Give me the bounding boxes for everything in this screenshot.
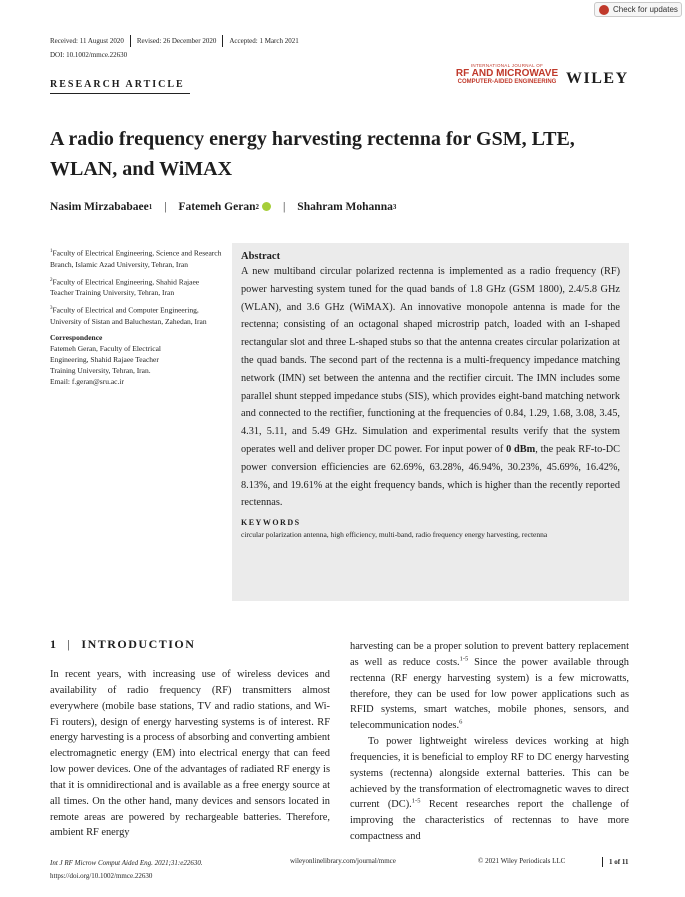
check-for-updates-button[interactable] (594, 2, 682, 17)
journal-logo (455, 64, 559, 86)
citation-ref[interactable]: 6 (459, 718, 463, 726)
accepted-date: Accepted: 1 March 2021 (229, 37, 299, 45)
publisher-logo: WILEY (566, 70, 629, 87)
citation-ref[interactable]: 1-5 (459, 655, 469, 663)
affiliation-text: Faculty of Electrical and Computer Engineering, University of Sistan and Baluchestan, Zahedan, Iran (50, 305, 207, 326)
affiliation-marker: 2 (50, 277, 53, 283)
keywords-heading: KEYWORDS (241, 518, 301, 528)
page-number (602, 857, 628, 867)
correspondence-line: Fatemeh Geran, Faculty of Electrical (50, 343, 161, 353)
affiliation-item (50, 246, 222, 270)
abstract-bold-value: 0 dBm (506, 443, 536, 455)
received-date: Received: 11 August 2020 (50, 37, 124, 45)
update-icon (599, 5, 609, 15)
affiliation-text: Faculty of Electrical Engineering, Science and Research Branch, Islamic Azad University, Tehran, Iran (50, 248, 222, 269)
paragraph-text: To power lightweight wireless devices working at high frequencies, it is beneficial to employ RF to DC energy harvesting systems (rectenna) alongside external batteries. This can be achieved by the transformation of electromagnetic waves to direct current (DC). (350, 736, 629, 811)
divider (222, 35, 223, 47)
section-number: 1 (50, 637, 58, 651)
paragraph (350, 639, 629, 734)
revised-date: Revised: 26 December 2020 (136, 37, 217, 45)
section-title: INTRODUCTION (81, 637, 196, 651)
page-number-text: 1 of 11 (609, 858, 629, 866)
author-name[interactable]: Nasim Mirzababaee (50, 201, 149, 213)
divider (50, 93, 190, 94)
divider (130, 35, 131, 47)
author-separator: | (164, 201, 167, 213)
article-type: RESEARCH ARTICLE (50, 79, 185, 90)
doi: DOI: 10.1002/mmce.22630 (50, 51, 128, 59)
divider (602, 857, 603, 867)
footer-copyright: © 2021 Wiley Periodicals LLC (478, 857, 566, 865)
correspondence-line: Training University, Tehran, Iran. (50, 365, 151, 375)
body-column-right (350, 639, 629, 845)
section-heading (50, 637, 195, 652)
publication-dates (50, 35, 299, 47)
affiliation-marker: 2 (255, 203, 259, 211)
paragraph-text: harvesting can be a proper solution to prevent battery replacement as well as reduce costs. (350, 641, 629, 668)
journal-logo-line: COMPUTER-AIDED ENGINEERING (457, 79, 557, 86)
affiliation-marker: 1 (50, 249, 53, 254)
paper-title: A radio frequency energy harvesting rectenna for GSM, LTE, WLAN, and WiMAX (50, 128, 575, 180)
paragraph-text: Recent researches report the challenge of improving the characteristics of rectennas to have more compactness and (350, 799, 629, 843)
orcid-icon[interactable] (262, 202, 271, 211)
check-for-updates-label: Check for updates (613, 5, 678, 14)
section-separator: | (67, 637, 72, 651)
abstract-text-part: A new multiband circular polarized rectenna is implemented as a radio frequency (RF) power harvesting system tuned for the quad bands of 1.8 GHz (GSM 1800), 2.4/5.8 GHz (WLAN), and 3.6 GHz (WiMAX). An innovative monopole antenna is made for the rectenna; consisting of an octagonal shaped microstrip patch, loaded with an I-shaped rectangular slot and three L-shaped stubs so that the antenna creates circular polarization at the quad bands. The second part of the rectenna is a multi-frequency impedance matching network (IMN) set between the antenna and the rectifier circuit. The IMN includes some parallel shunt stepped impedance stubs (SIS), which provides eight-band matching network and connected to the rectifier, functioning at the frequencies of 0.84, 1.29, 1.68, 3.08, 3.45, 4.31, 5.11, and 5.49 GHz. Simulation and experimental results verify that the system operates well and deliver proper DC power. For input power of (241, 266, 620, 455)
paragraph: In recent years, with increasing use of wireless devices and availability of radio frequency (RF) transmitters almost everywhere (mobile base stations, TV and radio stations, and Wi-Fi routers), design of energy harvesting systems is of interest. RF energy harvesting is a process of absorbing and converting ambient electromagnetic energy (EM) into electrical energy that can feed low power devices. One of the advantages of radiated RF energy is that it is omnidirectional and is available as a free energy source at all times. On the other hand, many devices and sensors located in remote areas are powered by rechargeable batteries. Therefore, ambient RF energy (50, 669, 330, 839)
author-name[interactable]: Fatemeh Geran (178, 201, 256, 213)
correspondence-heading: Correspondence (50, 332, 103, 342)
author-name[interactable]: Shahram Mohanna (297, 201, 393, 213)
paragraph (350, 734, 629, 845)
abstract-box (232, 243, 629, 601)
affiliation-item (50, 275, 222, 299)
affiliation-marker: 3 (50, 306, 53, 311)
body-column-left (50, 667, 330, 841)
journal-logo-line: RF AND MICROWAVE (455, 67, 559, 79)
citation-ref[interactable]: 1-5 (411, 797, 421, 805)
footer-website-link[interactable]: wileyonlinelibrary.com/journal/mmce (290, 857, 396, 865)
journal-logo-line: INTERNATIONAL JOURNAL OF (470, 63, 544, 68)
correspondence-email[interactable]: Email: f.geran@sru.ac.ir (50, 376, 124, 386)
affiliation-text: Faculty of Electrical Engineering, Shahid Rajaee Teacher Training University, Tehran, Iran (50, 277, 200, 297)
affiliation-marker: 3 (392, 203, 397, 211)
keywords-text: circular polarization antenna, high efficiency, multi-band, radio frequency energy harvesting, rectenna (241, 530, 548, 540)
footer-doi-link[interactable]: https://doi.org/10.1002/mmce.22630 (50, 872, 153, 880)
correspondence-line: Engineering, Shahid Rajaee Teacher (50, 354, 159, 364)
paragraph-text: Since the power available through rectenna (RF energy harvesting system) is a few microwatts, therefore, they can be used for low power applications such as RFID systems, smart watches, mobile phones, sensors, and telecommunication nodes. (350, 656, 629, 732)
affiliations (50, 246, 222, 387)
affiliation-item (50, 303, 222, 327)
abstract-text-part: , the peak RF-to-DC power conversion efficiencies are 62.69%, 63.28%, 46.94%, 30.23%, 45.69%, 16.42%, 8.13%, and 19.61% at the eight frequency bands, which is higher than the recently reported rectennas. (241, 443, 620, 509)
affiliation-marker: 1 (148, 203, 153, 211)
abstract-heading: Abstract (241, 251, 281, 262)
abstract-text (241, 263, 620, 512)
footer-citation: Int J RF Microw Comput Aided Eng. 2021;31:e22630. (50, 859, 203, 867)
author-separator: | (282, 201, 286, 213)
author-list (50, 201, 396, 213)
footer-citation-block (50, 857, 203, 883)
